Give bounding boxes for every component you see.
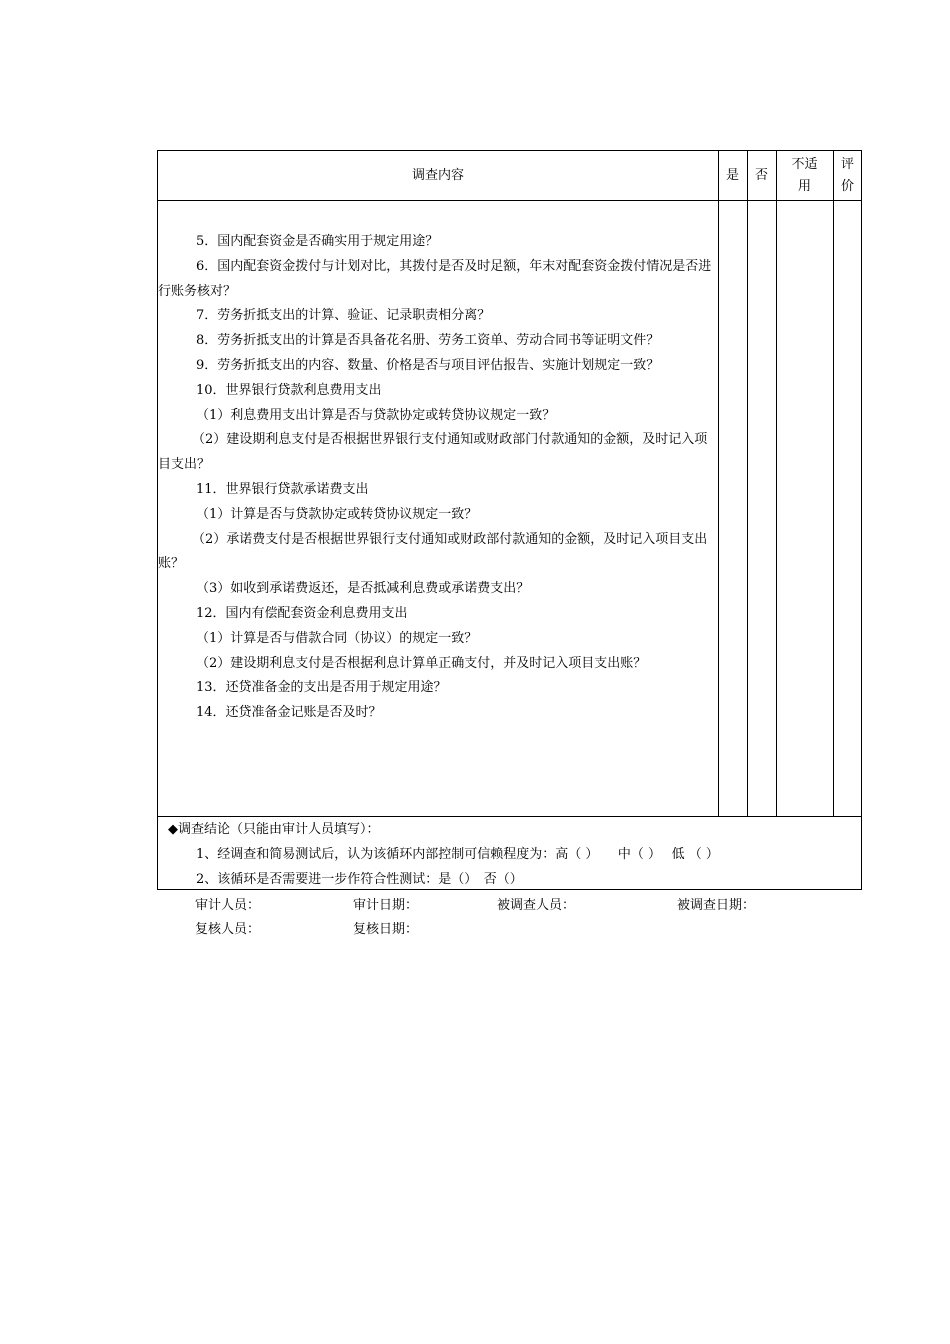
header-eval-line1: 评 bbox=[840, 157, 854, 172]
auditor-label: 审计人员： bbox=[195, 898, 261, 913]
question-item: （1）利息费用支出计算是否与贷款协定或转贷协议规定一致？ bbox=[196, 407, 556, 423]
question-item: 5．国内配套资金是否确实用于规定用途？ bbox=[196, 234, 439, 249]
survey-table bbox=[157, 150, 862, 890]
question-item: 13．还贷准备金的支出是否用于规定用途？ bbox=[196, 680, 447, 696]
question-item: （3）如收到承诺费返还，是否抵减利息费或承诺费支出？ bbox=[196, 581, 530, 597]
col-divider-no bbox=[747, 151, 748, 816]
reviewer-label: 复核人员： bbox=[195, 922, 261, 937]
review-date-label: 复核日期： bbox=[353, 922, 419, 937]
header-yes bbox=[718, 151, 747, 201]
header-content bbox=[158, 151, 718, 201]
question-item: 11．世界银行贷款承诺费支出 bbox=[196, 481, 369, 497]
question-item: 9．劳务折抵支出的内容、数量、价格是否与项目评估报告、实施计划规定一致？ bbox=[196, 357, 660, 373]
question-item: （2）建设期利息支付是否根据世界银行支付通知或财政部门付款通知的金额，及时记入项目支出？ bbox=[158, 432, 708, 473]
header-no bbox=[747, 151, 776, 201]
header-eval-line2: 价 bbox=[840, 179, 854, 194]
header-na-line2: 用 bbox=[797, 179, 811, 194]
question-item: 8．劳务折抵支出的计算是否具备花名册、劳务工资单、劳动合同书等证明文件？ bbox=[196, 333, 660, 349]
header-na bbox=[776, 151, 833, 201]
question-list bbox=[158, 230, 718, 726]
question-item: 12．国内有偿配套资金利息费用支出 bbox=[196, 605, 408, 621]
question-item: （2）建设期利息支付是否根据利息计算单正确支付，并及时记入项目支出账？ bbox=[196, 655, 647, 671]
audit-date-label: 审计日期： bbox=[353, 898, 419, 913]
col-divider-na bbox=[776, 151, 777, 816]
conclusion-reliability: 1、经调查和简易测试后，认为该循环内部控制可信赖程度为：高（ ） 中（ ） 低 （ ） bbox=[196, 847, 719, 862]
question-item: 10．世界银行贷款利息费用支出 bbox=[196, 382, 382, 398]
auditee-label: 被调查人员： bbox=[497, 898, 576, 913]
question-item: （1）计算是否与贷款协定或转贷协议规定一致？ bbox=[196, 506, 478, 522]
question-item: （1）计算是否与借款合同（协议）的规定一致？ bbox=[196, 630, 478, 646]
question-item: 7．劳务折抵支出的计算、验证、记录职责相分离？ bbox=[196, 308, 491, 324]
conclusion-section bbox=[158, 816, 861, 892]
question-item: 6．国内配套资金拨付与计划对比，其拨付是否及时足额，年末对配套资金拨付情况是否进行账务核对？ bbox=[158, 258, 712, 299]
header-yes-label: 是 bbox=[725, 168, 739, 183]
question-item: 14．还贷准备金记账是否及时？ bbox=[196, 705, 382, 721]
col-divider-eval bbox=[833, 151, 834, 816]
header-na-line1: 不适 bbox=[791, 157, 818, 172]
col-divider-yes bbox=[718, 151, 719, 816]
question-item: （2）承诺费支付是否根据世界银行支付通知或财政部付款通知的金额，及时记入项目支出账？ bbox=[158, 531, 708, 572]
header-no-label: 否 bbox=[754, 168, 768, 183]
conclusion-title: ◆调查结论（只能由审计人员填写）： bbox=[168, 822, 380, 837]
conclusion-further-test: 2、该循环是否需要进一步作符合性测试：是（） 否（） bbox=[196, 872, 523, 887]
auditee-date-label: 被调查日期： bbox=[677, 898, 756, 913]
header-content-label: 调查内容 bbox=[411, 168, 464, 183]
header-eval bbox=[833, 151, 862, 201]
